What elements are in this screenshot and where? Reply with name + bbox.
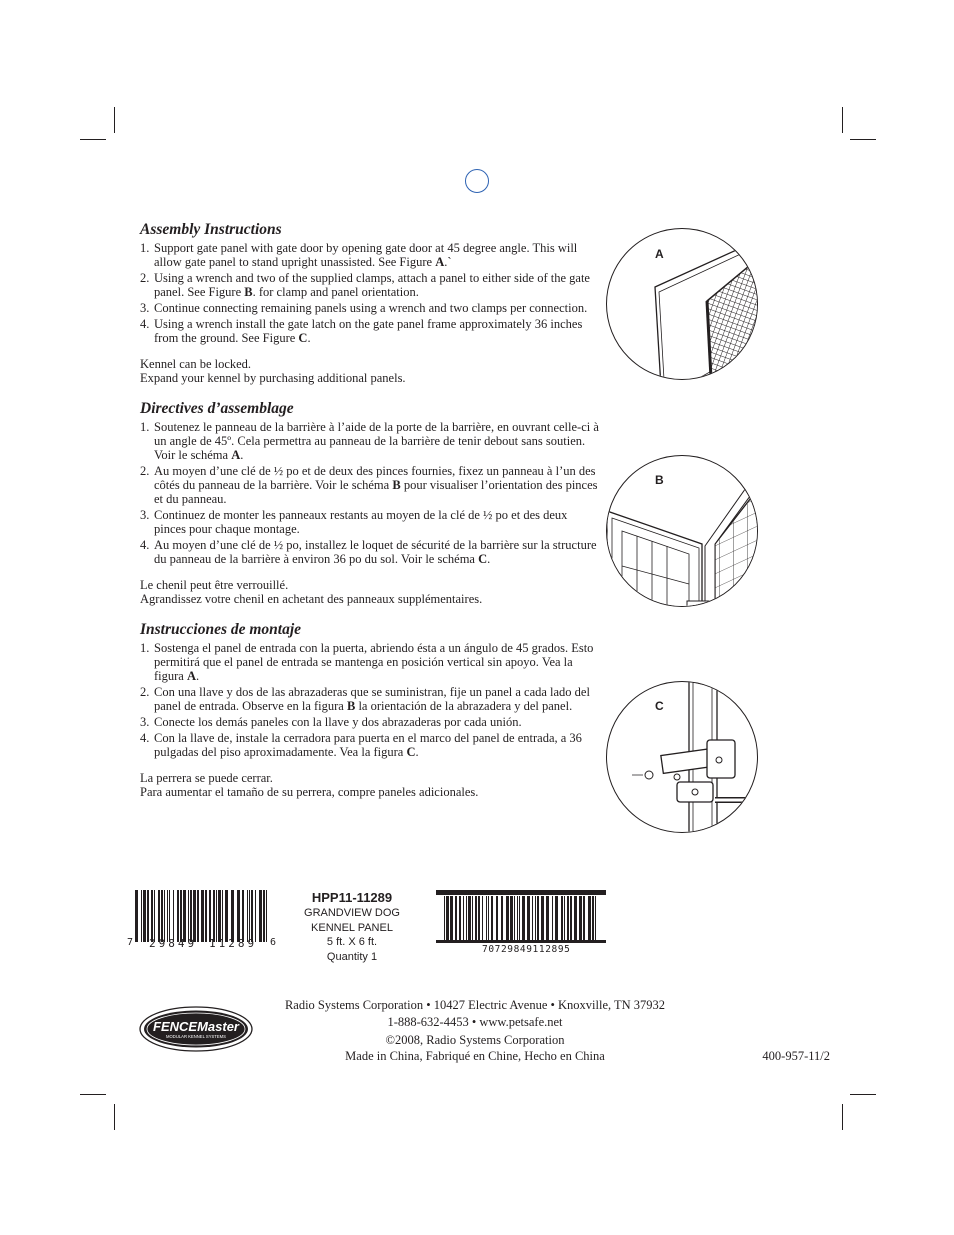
barcode-bar: [463, 896, 464, 940]
barcode-bar: [455, 896, 457, 940]
upc-digit-group: 29849: [149, 937, 198, 950]
barcode-bar: [574, 896, 577, 940]
crop-mark: [842, 107, 843, 133]
section-title: Directives d’assemblage: [140, 400, 294, 417]
barcode-bar: [141, 890, 142, 942]
step-item: 4. Con la llave de, instale la cerradora para puerta en el marco del panel de entrada, a 36 pulgadas del piso aproximadamente. Vea la figura C.: [140, 731, 582, 759]
crop-mark: [80, 1094, 106, 1095]
barcode-bar: [475, 896, 477, 940]
barcode-bar: [177, 890, 179, 942]
barcode-bar: [218, 890, 221, 942]
gate-panel-illustration: [607, 229, 757, 379]
gate-latch-illustration: [607, 682, 757, 832]
upc-digit: 7: [127, 937, 134, 948]
barcode-bar: [154, 890, 155, 942]
figure-label: A: [655, 247, 664, 261]
barcode-bar: [517, 896, 518, 940]
note: Le chenil peut être verrouillé. Agrandissez votre chenil en achetant des panneaux supplémentaires.: [140, 578, 483, 606]
barcode-bar: [486, 896, 487, 940]
ean-bars: [436, 896, 606, 940]
section-english: [140, 221, 600, 385]
barcode-bar: [237, 890, 240, 942]
barcode-bar: [546, 896, 549, 940]
barcode-bar: [450, 896, 453, 940]
barcode-bar: [205, 890, 207, 942]
fencemaster-logo: [139, 1006, 253, 1052]
barcode-bar: [173, 890, 174, 942]
product-line: Quantity 1: [326, 950, 378, 963]
barcode-bar: [579, 896, 582, 940]
footer-copyright: ©2008, Radio Systems Corporation: [385, 1033, 565, 1047]
barcode-bar: [519, 896, 520, 940]
barcode-bar: [446, 896, 449, 940]
figure-label: C: [655, 699, 664, 713]
note: Kennel can be locked. Expand your kennel by purchasing additional panels.: [140, 357, 406, 385]
barcode-bar: [209, 890, 211, 942]
barcode-bar: [583, 896, 585, 940]
barcode-bar: [263, 890, 265, 942]
barcode-bar: [532, 896, 533, 940]
barcode-bar: [514, 896, 515, 940]
section-title: Assembly Instructions: [140, 221, 282, 238]
barcode-bar: [541, 896, 544, 940]
crop-mark: [850, 139, 876, 140]
section-spanish: [140, 621, 600, 799]
barcode-bar: [197, 890, 199, 942]
barcode-bar: [216, 890, 217, 942]
barcode-bar: [255, 890, 256, 942]
footer-address: Radio Systems Corporation • 10427 Electric Avenue • Knoxville, TN 37932: [284, 998, 666, 1012]
step-list: [140, 241, 600, 345]
barcode-bar: [522, 896, 525, 940]
barcode-bar: [592, 896, 594, 940]
barcode-bar: [158, 890, 160, 942]
figure-b: [606, 455, 758, 607]
upc-barcode: [127, 890, 277, 952]
ean-digits: 70729849112895: [482, 944, 571, 955]
section-title: Instrucciones de montaje: [140, 621, 302, 638]
barcode-bar: [247, 890, 248, 942]
step-item: 1. Sostenga el panel de entrada con la puerta, abriendo ésta a un ángulo de 45 grados. Esto permitirá que el panel de entrada se mantenga en posición vertical sin apoyo. Vea la figura A.: [140, 641, 594, 683]
barcode-bar: [213, 890, 215, 942]
logo-brand: FENCEMaster: [153, 1019, 239, 1034]
figure-c: [606, 681, 758, 833]
barcode-bar: [588, 896, 591, 940]
barcode-bar: [188, 890, 189, 942]
note: La perrera se puede cerrar. Para aumentar el tamaño de su perrera, compre paneles adicionales.: [140, 771, 479, 799]
step-item: 4. Using a wrench install the gate latch on the gate panel frame approximately 36 inches from the ground. See Figure C.: [140, 317, 583, 345]
barcode-bar: [472, 896, 473, 940]
document-number: 400-957-11/2: [762, 1049, 830, 1063]
barcode-bar: [169, 890, 170, 942]
ean-barcode: [436, 890, 606, 960]
barcode-bar: [491, 896, 493, 940]
barcode-bar: [259, 890, 262, 942]
figure-label: B: [655, 473, 664, 487]
barcode-bar: [459, 896, 461, 940]
barcode-bar: [537, 896, 539, 940]
barcode-bar: [242, 890, 244, 942]
barcode-bar: [535, 896, 536, 940]
step-list: [140, 420, 600, 566]
figure-a: [606, 228, 758, 380]
step-item: 1. Soutenez le panneau de la barrière à l’aide de la porte de la barrière, en ouvrant celle-ci à un angle de 45º. Cela permettra au panneau de la barrière de tenir debout sans soutien. Voir le schéma A.: [140, 420, 599, 462]
step-list: [140, 641, 600, 759]
barcode-bar: [190, 890, 192, 942]
barcode-bar: [201, 890, 204, 942]
crop-mark: [850, 1094, 876, 1095]
barcode-bar: [135, 890, 138, 942]
barcode-bar: [143, 890, 146, 942]
step-item: 1. Support gate panel with gate door by opening gate door at 45 degree angle. This will allow gate panel to stand upright unassisted. See Figure A.`: [140, 241, 578, 269]
barcode-bar: [468, 896, 471, 940]
step-item: 2. Au moyen d’une clé de ½ po et de deux des pinces fournies, fixez un panneau à l’un des côtés du panneau de la barrière. Voir le schéma B pour visualiser l’orientation des pinces et du panneau.: [140, 464, 598, 506]
barcode-bar: [482, 896, 483, 940]
step-item: 3. Continuez de monter les panneaux restants au moyen de la clé de ½ po et des deux pinces pour chaque montage.: [140, 508, 568, 536]
barcode-bar: [595, 896, 596, 940]
crop-mark: [114, 107, 115, 133]
registration-circle: [465, 169, 489, 193]
upc-digit: 6: [270, 937, 277, 948]
barcode-bearer-bar: [436, 890, 606, 895]
barcode-bar: [506, 896, 509, 940]
logo-sub: MODULAR KENNEL SYSTEMS: [166, 1034, 226, 1039]
barcode-bar: [444, 896, 445, 940]
barcode-bar: [561, 896, 563, 940]
barcode-bar: [231, 890, 234, 942]
instructions-column: [140, 221, 600, 814]
barcode-bar: [225, 890, 228, 942]
barcode-bar: [167, 890, 168, 942]
logo-badge: [139, 1006, 253, 1052]
barcode-bar: [496, 896, 498, 940]
barcode-bar: [501, 896, 503, 940]
product-line: 5 ft. X 6 ft.: [326, 936, 378, 948]
clamp-illustration: [607, 456, 757, 606]
product-line: GRANDVIEW DOG: [304, 907, 400, 919]
barcode-bar: [488, 896, 489, 940]
barcode-bar: [147, 890, 149, 942]
barcode-bar: [555, 896, 558, 940]
upc-digit-group: 11289: [209, 937, 258, 950]
barcode-bar: [222, 890, 223, 942]
barcode-bar: [567, 896, 569, 940]
barcode-bar: [251, 890, 253, 942]
step-item: 3. Conecte los demás paneles con la llave y dos abrazaderas por cada unión.: [140, 715, 522, 729]
section-french: [140, 400, 600, 606]
step-item: 2. Using a wrench and two of the supplied clamps, attach a panel to either side of the gate panel. See Figure B. for clamp and panel orientation.: [140, 271, 590, 299]
barcode-bar: [266, 890, 267, 942]
crop-mark: [114, 1104, 115, 1130]
footer-made-in: Made in China, Fabriqué en Chine, Hecho en China: [345, 1049, 605, 1063]
crop-mark: [842, 1104, 843, 1130]
product-info: [287, 890, 417, 964]
barcode-bar: [570, 896, 572, 940]
barcode-bar: [478, 896, 480, 940]
barcode-bar: [151, 890, 153, 942]
barcode-bar: [183, 890, 186, 942]
barcode-bar: [164, 890, 165, 942]
barcode-bar: [161, 890, 163, 942]
barcode-bar: [527, 896, 530, 940]
barcode-bar: [466, 896, 467, 940]
step-item: 3. Continue connecting remaining panels using a wrench and two clamps per connection.: [140, 301, 588, 315]
upc-bars: [127, 890, 277, 942]
barcode-bar: [552, 896, 553, 940]
barcode-bar: [180, 890, 182, 942]
step-item: 4. Au moyen d’une clé de ½ po, installez le loquet de sécurité de la barrière sur la structure du panneau de la barrière à environ 36 po du sol. Voir le schéma C.: [140, 538, 597, 566]
step-item: 2. Con una llave y dos de las abrazaderas que se suministran, fije un panel a cada lado del panel de entrada. Observe en la figura B la orientación de la abrazadera y del panel.: [140, 685, 590, 713]
product-code: HPP11-11289: [311, 890, 393, 905]
barcode-bearer-bar: [436, 940, 606, 943]
footer-contact: 1-888-632-4453 • www.petsafe.net: [387, 1015, 563, 1029]
product-line: KENNEL PANEL: [311, 921, 393, 934]
barcode-bar: [510, 896, 513, 940]
barcode-bar: [249, 890, 250, 942]
crop-mark: [80, 139, 106, 140]
barcode-bar: [564, 896, 565, 940]
barcode-bar: [193, 890, 196, 942]
